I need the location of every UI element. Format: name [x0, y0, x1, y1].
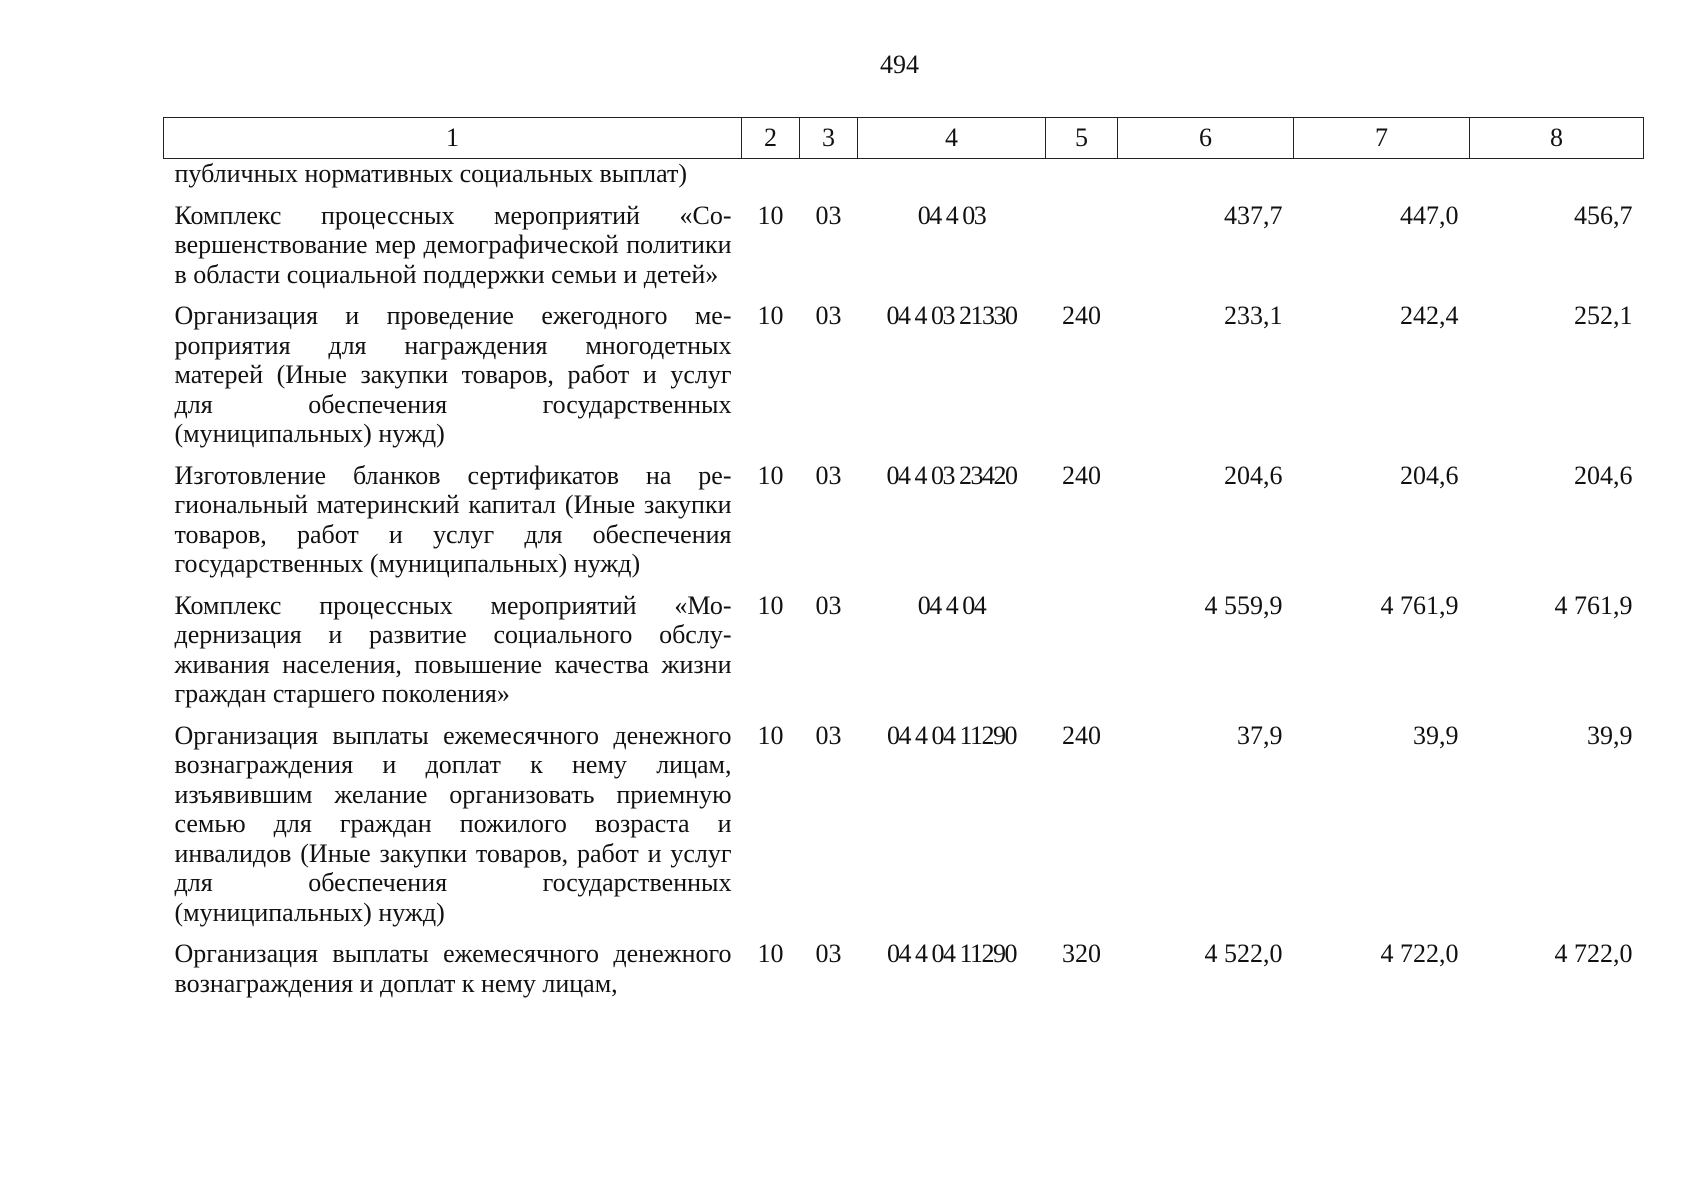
row-value-2 [1294, 159, 1470, 201]
row-value-1: 204,6 [1224, 460, 1283, 490]
table-row [164, 201, 1644, 302]
page-number: 494 [880, 50, 919, 79]
row-subsection: 03 [815, 460, 842, 490]
table-row [164, 591, 1644, 721]
row-value-2: 447,0 [1400, 200, 1459, 230]
row-section: 10 [757, 720, 784, 750]
row-expense-type [1046, 201, 1118, 302]
row-name: публичных нормативных социальных выплат) [174, 159, 687, 188]
row-section: 10 [757, 590, 784, 620]
row-section [742, 159, 800, 201]
table-row [164, 939, 1644, 998]
row-name: Комплекс процессных мероприятий «Совершенствование мер демографической политики в области социальной поддержки семьи и детей» [174, 200, 732, 289]
row-expense-type: 240 [1062, 460, 1101, 490]
table-row [164, 301, 1644, 461]
row-subsection: 03 [815, 939, 842, 968]
row-value-2: 4 761,9 [1380, 590, 1459, 620]
row-target-code: 04 4 03 23420 [886, 460, 1017, 490]
row-target-code [858, 159, 1046, 201]
header-col-2: 2 [742, 118, 800, 159]
row-name: Организация и проведение ежегодного мероприятия для награждения многодетных матерей (Иные закупки товаров, работ и услуг для обеспечения государственных (муниципальных) нужд) [174, 301, 732, 448]
row-target-code: 04 4 03 21330 [886, 301, 1017, 330]
row-subsection [800, 159, 858, 201]
row-section: 10 [757, 301, 784, 330]
row-expense-type [1046, 591, 1118, 721]
table-body [164, 159, 1644, 999]
row-subsection: 03 [815, 301, 842, 330]
row-name: Комплекс процессных мероприятий «Модернизация и развитие социального обслуживания населения, повышение качества жизни граждан старшего поколения» [174, 590, 732, 708]
row-subsection: 03 [815, 590, 842, 620]
row-target-code: 04 4 03 [917, 200, 986, 230]
header-col-8: 8 [1470, 118, 1644, 159]
row-value-3: 4 761,9 [1554, 590, 1633, 620]
row-expense-type: 240 [1062, 301, 1101, 330]
row-target-code: 04 4 04 11290 [886, 720, 1017, 750]
header-col-4: 4 [858, 118, 1046, 159]
row-value-2: 4 722,0 [1380, 939, 1459, 968]
header-col-6: 6 [1118, 118, 1294, 159]
table-header [164, 118, 1644, 159]
row-subsection: 03 [815, 200, 842, 230]
header-col-1: 1 [164, 118, 742, 159]
row-value-1 [1118, 159, 1294, 201]
header-col-5: 5 [1046, 118, 1118, 159]
row-section: 10 [757, 200, 784, 230]
header-row [164, 118, 1644, 159]
table-row [164, 159, 1644, 201]
row-expense-type: 320 [1062, 939, 1101, 968]
row-name: Организация выплаты ежемесячного денежного вознаграждения и доплат к нему лицам, [174, 939, 732, 998]
row-value-1: 37,9 [1237, 720, 1283, 750]
row-section: 10 [757, 939, 784, 968]
budget-table [163, 117, 1644, 998]
row-value-2: 39,9 [1413, 720, 1459, 750]
table-row [164, 721, 1644, 940]
row-value-3: 456,7 [1574, 200, 1633, 230]
row-value-3: 4 722,0 [1554, 939, 1633, 968]
row-target-code: 04 4 04 [917, 590, 986, 620]
row-value-1: 233,1 [1224, 301, 1283, 330]
row-value-3: 204,6 [1574, 460, 1633, 490]
header-col-3: 3 [800, 118, 858, 159]
row-value-3: 39,9 [1587, 720, 1633, 750]
row-value-1: 437,7 [1224, 200, 1283, 230]
row-value-3: 252,1 [1574, 301, 1633, 330]
row-value-2: 242,4 [1400, 301, 1459, 330]
table-row [164, 461, 1644, 591]
row-value-3 [1470, 159, 1644, 201]
header-col-7: 7 [1294, 118, 1470, 159]
row-name: Организация выплаты ежемесячного денежного вознаграждения и доплат к нему лицам, изъявившим желание организовать приемную семью для граждан пожилого возраста и инвалидов (Иные закупки товаров, работ и услуг для обеспечения государственных (муниципальных) нужд) [174, 720, 732, 927]
row-value-2: 204,6 [1400, 460, 1459, 490]
row-section: 10 [757, 460, 784, 490]
row-value-1: 4 559,9 [1204, 590, 1283, 620]
row-expense-type [1046, 159, 1118, 201]
row-target-code: 04 4 04 11290 [886, 939, 1017, 968]
row-subsection: 03 [815, 720, 842, 750]
row-expense-type: 240 [1062, 720, 1101, 750]
row-value-1: 4 522,0 [1204, 939, 1283, 968]
row-name: Изготовление бланков сертификатов на региональный материнский капитал (Иные закупки товаров, работ и услуг для обеспечения государственных (муниципальных) нужд) [174, 460, 732, 578]
